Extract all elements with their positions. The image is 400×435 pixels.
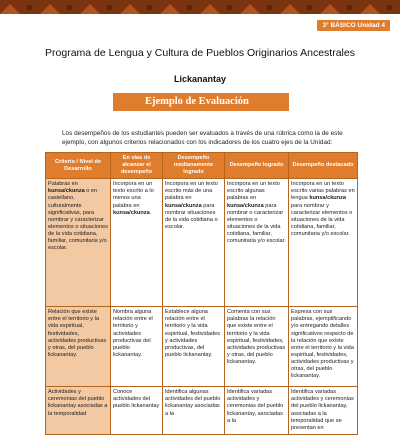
level-cell: Comenta con sus palabras la relación que existe entre el territorio y la vida espiritual, festividades, actividades productivas y otras, del pueblo lickanantay. [225, 307, 289, 387]
column-header: Desempeño destacado [289, 153, 358, 179]
level-cell: Incorpora en un texto escrito algunas palabras en kunsa/ckunza para nombrar o caracterizar elementos o situaciones de la vida cotidiana, familiar, comunitaria y/o escolar. [225, 179, 289, 307]
criterion-cell: Actividades y ceremonias del pueblo lickanantay asociadas a la temporalidad [46, 387, 111, 435]
column-header: En vías de alcanzar el desempeño [111, 153, 163, 179]
level-cell: Nombra alguna relación entre el territorio y actividades productivas del pueblo lickanantay. [111, 307, 163, 387]
criterion-cell: Palabras en kunsa/ckunza o en castellano, culturalmente significativas, para nombrar y caracterizar elementos o situaciones de la vida cotidiana, familiar, comunitaria y/o escolar. [46, 179, 111, 307]
level-cell: Identifica algunas actividades del pueblo lickanantay asociadas a la [163, 387, 225, 435]
criterion-cell: Relación que existe entre el territorio y la vida espiritual, festividades, actividades productivas y otras, del pueblo lickanantay. [46, 307, 111, 387]
andean-pattern-icon [0, 0, 400, 14]
level-cell: Incorpora en un texto escrito a lo menos una palabra en kunsa/ckunza. [111, 179, 163, 307]
table-header-row [46, 153, 358, 179]
level-cell: Incorpora en un texto escrito varias palabras en lengua kunsa/ckunza para nombrar y caracterizar elementos o situaciones de la vida cotidiana, familiar, comunitaria y/o escolar. [289, 179, 358, 307]
program-title: Programa de Lengua y Cultura de Pueblos Originarios Ancestrales [45, 47, 355, 59]
level-cell: Expresa con sus palabras, ejemplificando y/o entregando detalles significativos respecto de la relación que existe entre el territorio y la vida espiritual, festividades, actividades productivas y otras, del pueblo lickanantay. [289, 307, 358, 387]
top-decorative-band [0, 0, 400, 14]
column-header: Desempeño logrado [225, 153, 289, 179]
section-banner-title: Ejemplo de Evaluación [145, 96, 249, 107]
level-cell: Identifica variadas actividades y ceremonias del pueblo lickanantay, asociadas a la temporalidad que se presentan en [289, 387, 358, 435]
level-cell: Incorpora en un texto escrito más de una palabra en kunsa/ckunza para nombrar situaciones de la vida cotidiana o escolar. [163, 179, 225, 307]
level-cell: Identifica variadas actividades y ceremonias del pueblo lickanantay, asociadas a la [225, 387, 289, 435]
evaluation-rubric-table [45, 152, 358, 435]
section-banner [113, 93, 289, 111]
level-cell: Conoce actividades del pueblo lickanantay [111, 387, 163, 435]
grade-unit-badge: 3° BÁSICO Unidad 4 [317, 20, 390, 31]
column-header: Desempeño medianamente logrado [163, 153, 225, 179]
table-row [46, 179, 358, 307]
table-row [46, 387, 358, 435]
column-header: Criterio / Nivel de Desarrollo [46, 153, 111, 179]
intro-paragraph: Los desempeños de los estudiantes pueden ser evaluados a través de una rúbrica como la de este ejemplo, con algunos criterios relacionados con los indicadores de los cuatro ejes de la Unidad: [62, 130, 343, 146]
level-cell: Establece alguna relación entre el territorio y la vida espiritual, festividades y actividades productivas, del pueblo lickanantay. [163, 307, 225, 387]
people-name: Lickanantay [173, 74, 227, 84]
table-row [46, 307, 358, 387]
